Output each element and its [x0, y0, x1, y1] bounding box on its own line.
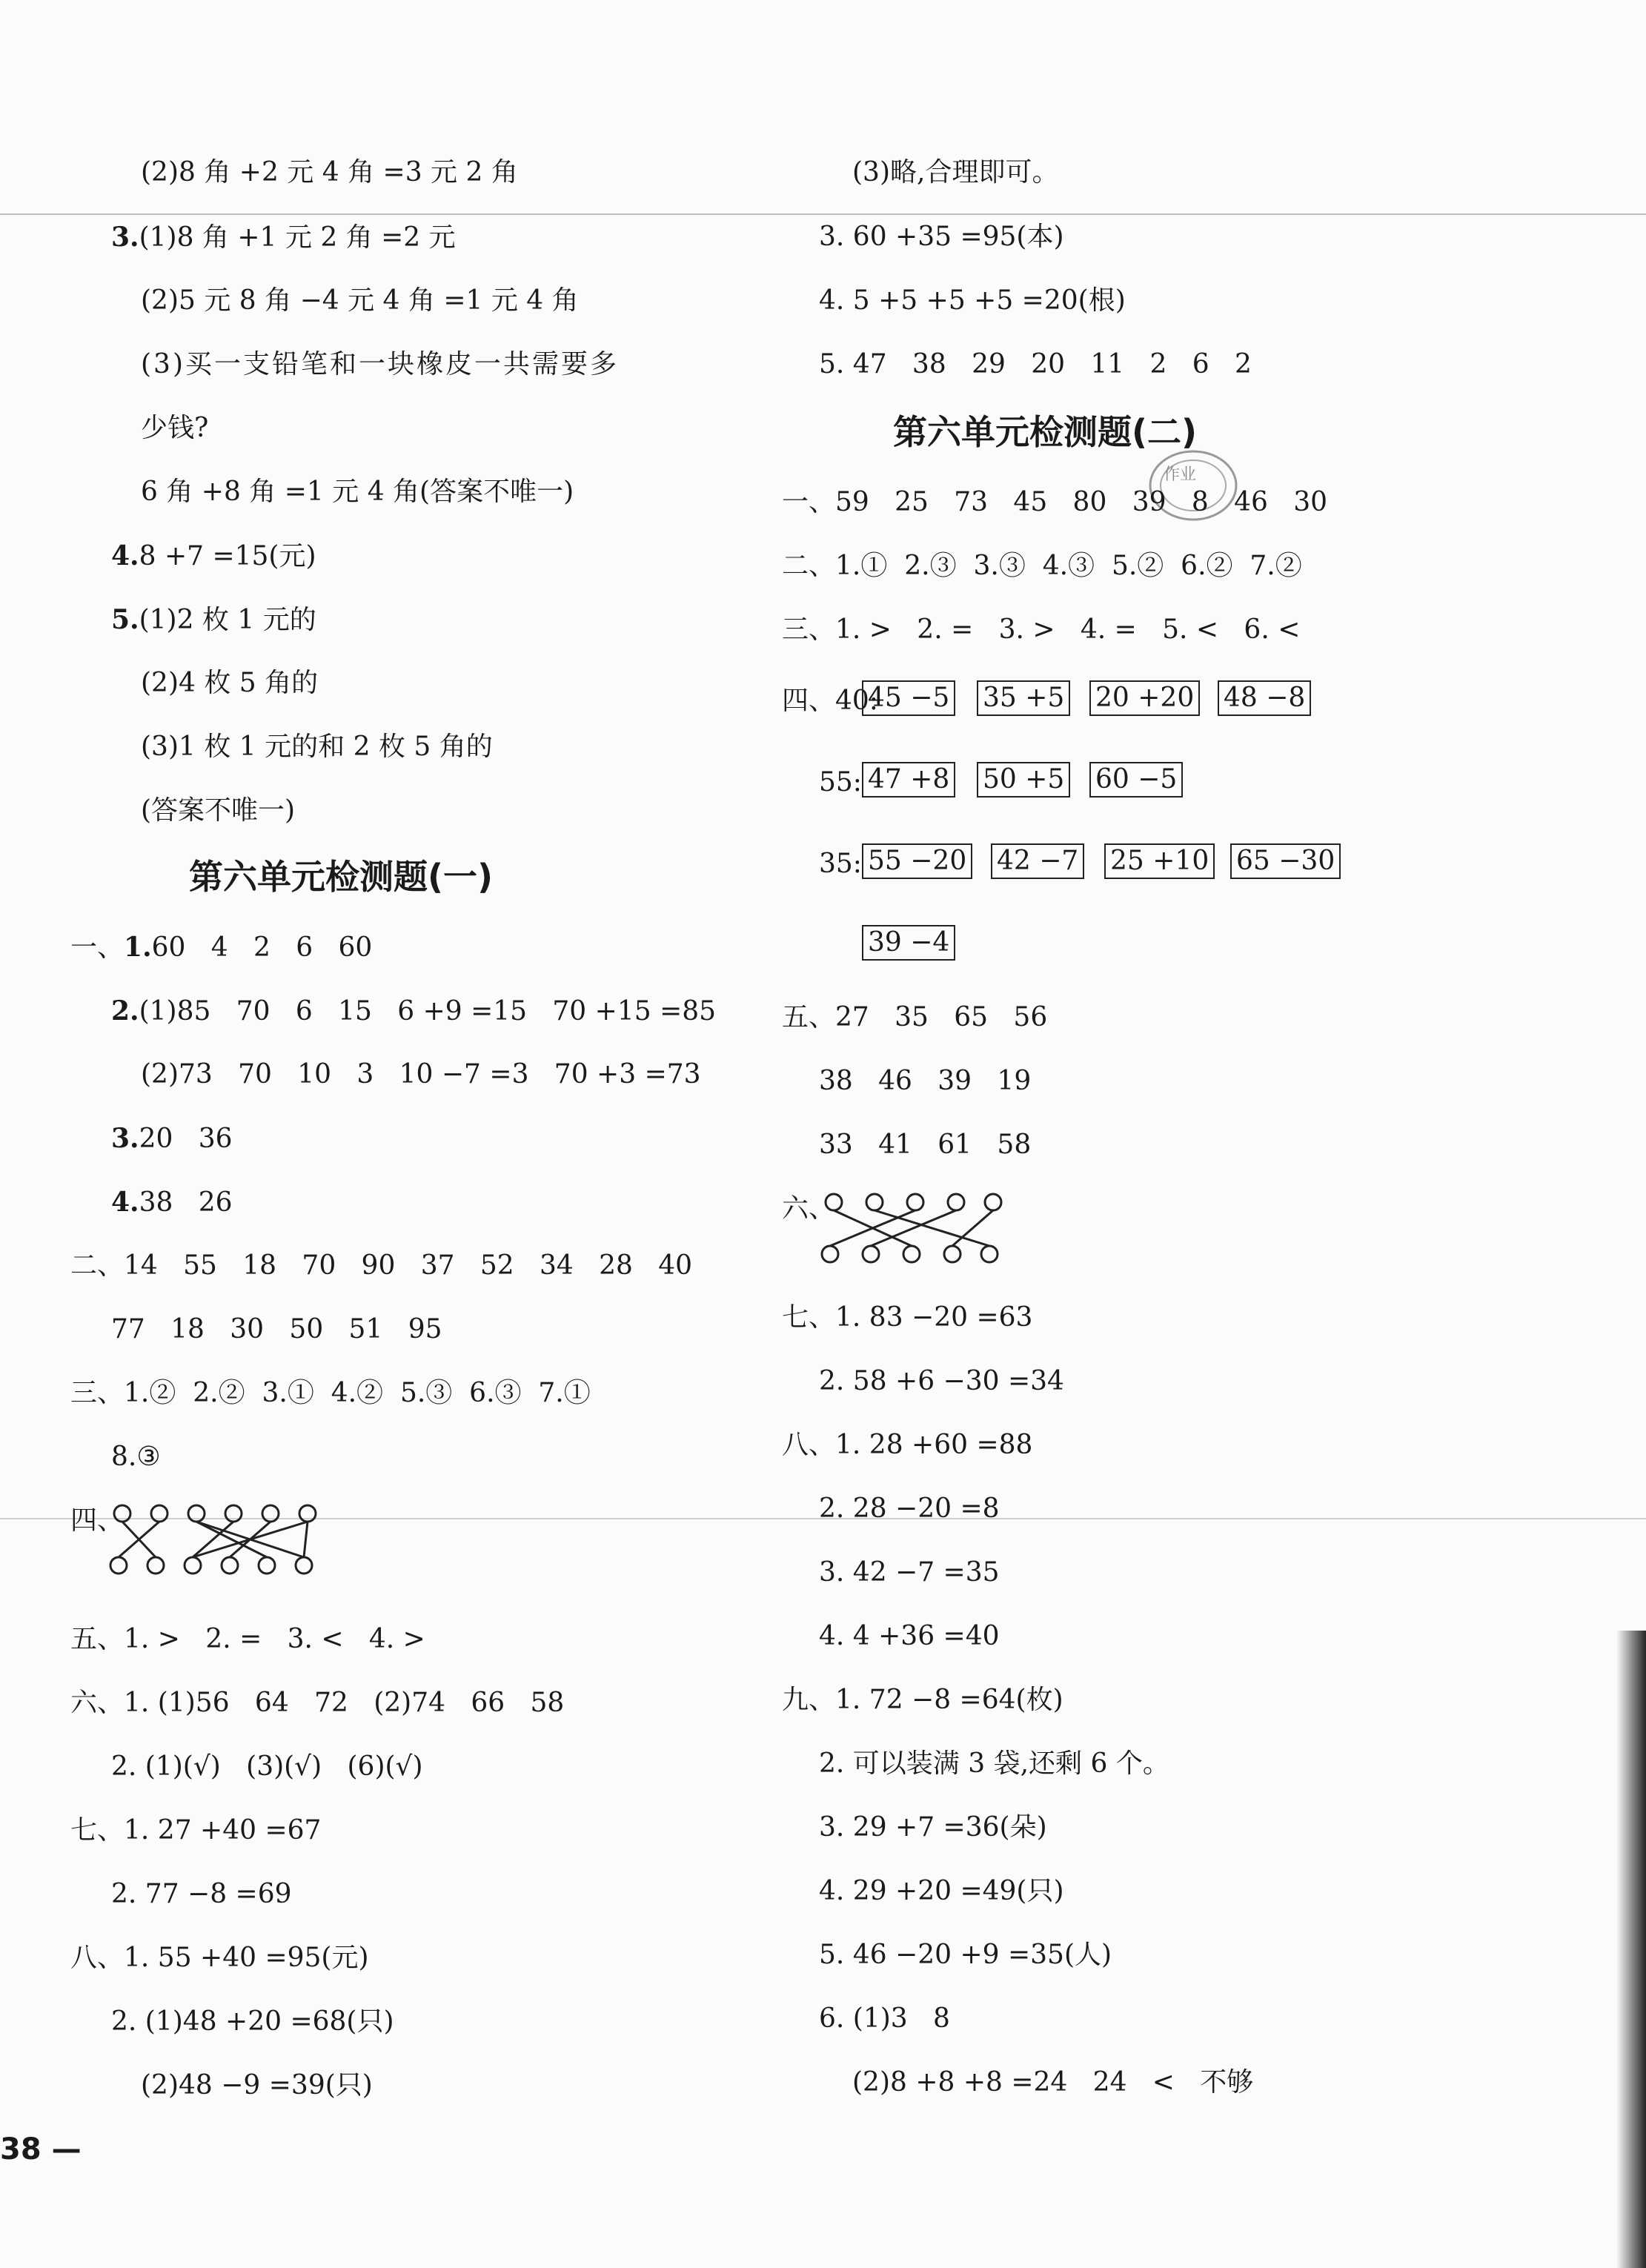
left-line-4: (3)买一支铅笔和一块橡皮一共需要多 [141, 349, 619, 379]
right-line-2: 3. 60 +35 =95(本) [819, 222, 1064, 252]
answer-box: 35 +5 [977, 680, 1070, 716]
right-r9-label: 55: [819, 767, 862, 798]
right-r11: 五、27 35 65 56 [782, 1002, 1048, 1032]
section-heading-unit6-test1: 第六单元检测题(一) [189, 857, 494, 897]
page-edge-shadow [1616, 1631, 1646, 2268]
left-s4 [111, 1125, 233, 1153]
left-line-2 [111, 224, 456, 251]
left-s6: 二、14 55 18 70 90 37 52 34 28 40 [70, 1250, 693, 1281]
right-r13: 33 41 61 58 [819, 1130, 1032, 1160]
answer-text: (1)8 角 +1 元 2 角 =2 元 [139, 222, 456, 253]
left-s15: 2. 77 −8 =69 [111, 1879, 292, 1909]
question-number: 1. [124, 932, 152, 963]
left-s18: (2)48 −9 =39(只) [141, 2070, 373, 2100]
left-s1 [70, 934, 372, 961]
top-rule [0, 213, 1646, 215]
right-line-4: 5. 47 38 29 20 11 2 6 2 [819, 349, 1252, 379]
right-r17: 八、1. 28 +60 =88 [782, 1430, 1033, 1460]
left-s17: 2. (1)48 +20 =68(只) [111, 2006, 394, 2037]
right-r6: 二、1.① 2.③ 3.③ 4.③ 5.② 6.② 7.② [782, 551, 1302, 581]
stamp-text: 作业 [1164, 465, 1197, 484]
question-number: 4. [111, 1187, 139, 1218]
right-r14: 六、 [782, 1193, 836, 1224]
answer-box: 42 −7 [991, 843, 1084, 879]
question-number: 4. [111, 540, 139, 571]
right-r22: 2. 可以装满 3 袋,还剩 6 个。 [819, 1748, 1169, 1779]
right-r27: (2)8 +8 +8 =24 24 < 不够 [852, 2067, 1254, 2098]
left-line-7 [111, 540, 316, 571]
right-r26: 6. (1)3 8 [819, 2003, 950, 2034]
left-s12: 六、1. (1)56 64 72 (2)74 66 58 [70, 1688, 565, 1718]
right-r24: 4. 29 +20 =49(只) [819, 1876, 1064, 1906]
left-line-9: (2)4 枚 5 角的 [141, 668, 319, 698]
answer-box: 20 +20 [1089, 680, 1200, 716]
left-s10: 四、 [70, 1505, 125, 1536]
answer-box: 45 −5 [862, 680, 955, 716]
left-line-3: (2)5 元 8 角 −4 元 4 角 =1 元 4 角 [141, 285, 579, 316]
left-s14: 七、1. 27 +40 =67 [70, 1815, 322, 1846]
left-s7: 77 18 30 50 51 95 [111, 1314, 442, 1344]
answer-text: 38 26 [139, 1187, 233, 1218]
answer-text: 8 +7 =15(元) [139, 541, 316, 571]
answer-text: (1)2 枚 1 元的 [139, 605, 316, 635]
answer-box: 55 −20 [862, 843, 972, 879]
question-number: 3. [111, 222, 139, 253]
answer-box: 39 −4 [862, 925, 955, 961]
left-s5 [111, 1189, 233, 1216]
right-r5: 一、59 25 73 45 80 39 8 46 30 [782, 487, 1328, 517]
left-line-5: 少钱? [141, 413, 209, 443]
answer-box: 65 −30 [1230, 843, 1341, 879]
answer-box: 25 +10 [1104, 843, 1215, 879]
left-s2 [111, 995, 717, 1027]
left-s8: 三、1.② 2.② 3.① 4.② 5.③ 6.③ 7.① [70, 1378, 591, 1408]
right-r19: 3. 42 −7 =35 [819, 1557, 1000, 1588]
left-line-6: 6 角 +8 角 =1 元 4 角(答案不唯一) [141, 477, 574, 507]
question-number: 3. [111, 1123, 139, 1154]
right-r8-label: 四、40: [782, 686, 878, 716]
answer-text: (1)85 70 6 15 6 +9 =15 70 +15 =85 [139, 996, 717, 1027]
answer-text: 20 36 [139, 1124, 233, 1154]
page-number: 38 — [0, 2132, 82, 2166]
right-r10-label: 35: [819, 849, 862, 879]
right-r18: 2. 28 −20 =8 [819, 1493, 1000, 1524]
left-line-1: (2)8 角 +2 元 4 角 =3 元 2 角 [141, 157, 518, 188]
right-r23: 3. 29 +7 =36(朵) [819, 1812, 1047, 1843]
answer-box: 60 −5 [1089, 762, 1183, 798]
left-line-8 [111, 606, 316, 634]
section-number: 一、 [70, 932, 125, 963]
left-s9: 8.③ [111, 1442, 161, 1472]
right-line-3: 4. 5 +5 +5 +5 =20(根) [819, 285, 1126, 316]
section-heading-unit6-test2: 第六单元检测题(二) [893, 412, 1198, 452]
right-line-1: (3)略,合理即可。 [852, 157, 1059, 188]
left-s13: 2. (1)(√) (3)(√) (6)(√) [111, 1751, 423, 1782]
right-r7: 三、1. > 2. = 3. > 4. = 5. < 6. < [782, 614, 1301, 645]
left-line-10: (3)1 枚 1 元的和 2 枚 5 角的 [141, 732, 493, 762]
left-s3: (2)73 70 10 3 10 −7 =3 70 +3 =73 [141, 1059, 701, 1090]
matching-diagram-right [815, 1186, 1008, 1275]
answer-box: 48 −8 [1218, 680, 1311, 716]
right-r15: 七、1. 83 −20 =63 [782, 1302, 1033, 1333]
answer-box: 47 +8 [862, 762, 955, 798]
left-line-11: (答案不唯一) [141, 795, 296, 826]
right-r25: 5. 46 −20 +9 =35(人) [819, 1940, 1112, 1970]
question-number: 5. [111, 604, 139, 635]
left-s11: 五、1. > 2. = 3. < 4. > [70, 1624, 425, 1654]
right-r20: 4. 4 +36 =40 [819, 1621, 1000, 1651]
answer-box: 50 +5 [977, 762, 1070, 798]
question-number: 2. [111, 995, 139, 1027]
right-r16: 2. 58 +6 −30 =34 [819, 1366, 1064, 1396]
right-r12: 38 46 39 19 [819, 1066, 1032, 1096]
right-r21: 九、1. 72 −8 =64(枚) [782, 1685, 1063, 1715]
left-s16: 八、1. 55 +40 =95(元) [70, 1943, 369, 1973]
matching-diagram-left [104, 1497, 333, 1586]
answer-text: 60 4 2 6 60 [151, 932, 373, 963]
